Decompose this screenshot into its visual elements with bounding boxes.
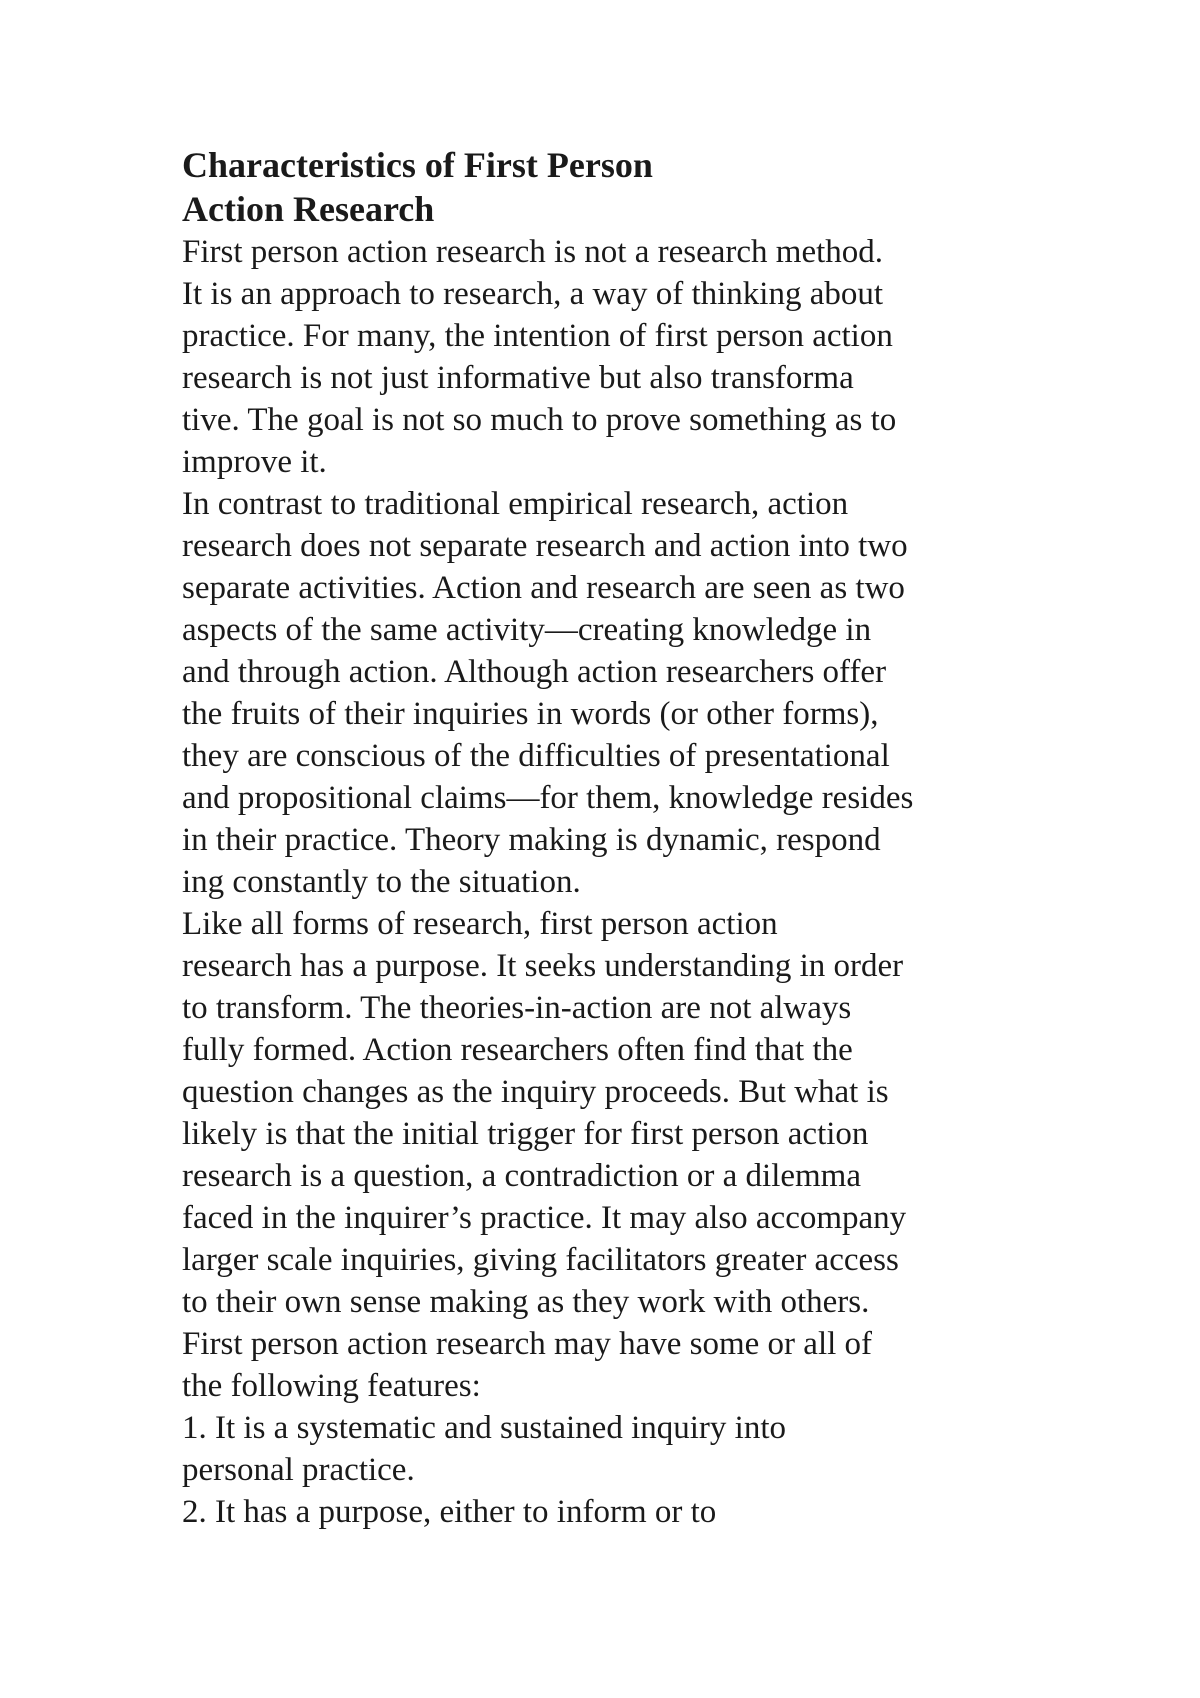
body-line: In contrast to traditional empirical research, action xyxy=(182,486,849,522)
body-line: research is a question, a contradiction or a dilemma xyxy=(182,1158,861,1194)
document-title-line-1: Characteristics of First Person xyxy=(182,145,653,185)
body-line: It is an approach to research, a way of thinking about xyxy=(182,276,884,312)
body-line: practice. For many, the intention of first person action xyxy=(182,318,893,354)
body-line: personal practice. xyxy=(182,1452,415,1488)
body-line: First person action research may have some or all of xyxy=(182,1326,873,1362)
body-line: First person action research is not a research method. xyxy=(182,234,884,270)
body-line: and through action. Although action researchers offer xyxy=(182,654,887,690)
body-line: the fruits of their inquiries in words (or other forms), xyxy=(182,696,879,732)
body-line: fully formed. Action researchers often find that the xyxy=(182,1032,853,1068)
body-line: question changes as the inquiry proceeds. But what is xyxy=(182,1074,889,1110)
body-line: research is not just informative but also transforma xyxy=(182,360,854,396)
body-line: likely is that the initial trigger for first person action xyxy=(182,1116,869,1152)
body-line: research does not separate research and action into two xyxy=(182,528,908,564)
body-line: 2. It has a purpose, either to inform or to xyxy=(182,1494,717,1530)
body-line: to their own sense making as they work with others. xyxy=(182,1284,870,1320)
body-line: faced in the inquirer’s practice. It may also accompany xyxy=(182,1200,907,1236)
body-line: improve it. xyxy=(182,444,327,480)
body-line: to transform. The theories-in-action are not always xyxy=(182,990,852,1026)
body-line: ing constantly to the situation. xyxy=(182,864,581,900)
body-line: research has a purpose. It seeks understanding in order xyxy=(182,948,904,984)
body-line: the following features: xyxy=(182,1368,481,1404)
body-line: they are conscious of the difficulties of presentational xyxy=(182,738,890,774)
body-line: 1. It is a systematic and sustained inquiry into xyxy=(182,1410,786,1446)
body-line: separate activities. Action and research are seen as two xyxy=(182,570,905,606)
body-line: aspects of the same activity—creating knowledge in xyxy=(182,612,872,648)
body-line: tive. The goal is not so much to prove something as to xyxy=(182,402,897,438)
body-line: in their practice. Theory making is dynamic, respond xyxy=(182,822,881,858)
document-content xyxy=(182,143,1082,1533)
body-line: larger scale inquiries, giving facilitators greater access xyxy=(182,1242,899,1278)
body-line: Like all forms of research, first person action xyxy=(182,906,778,942)
body-line: and propositional claims—for them, knowledge resides xyxy=(182,780,914,816)
document-title-line-2: Action Research xyxy=(182,189,435,229)
